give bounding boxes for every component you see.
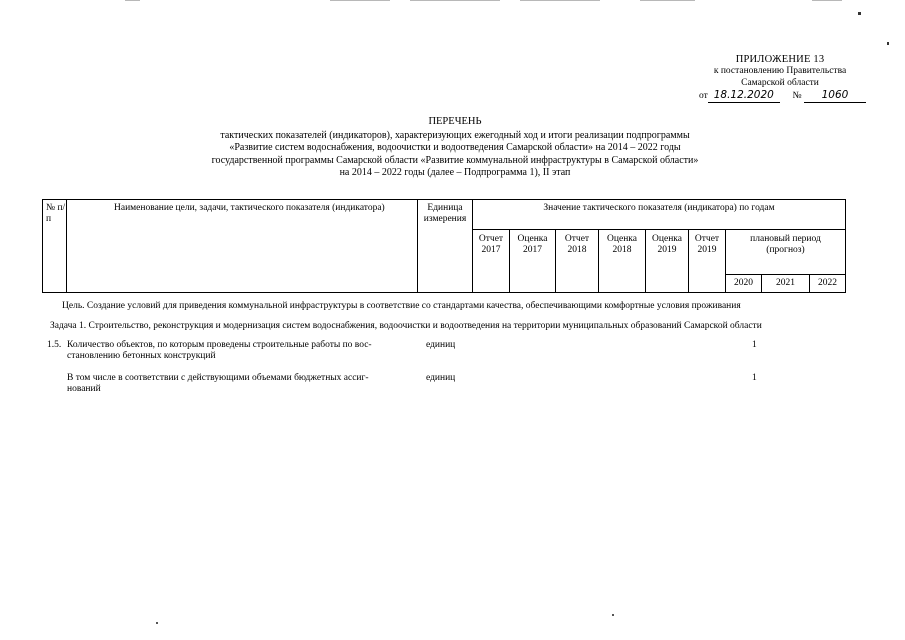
header-num: № п/п xyxy=(43,200,67,293)
scan-dot xyxy=(612,614,614,616)
goal-text: Цель. Создание условий для приведения коммунальной инфраструктуры в соответствие со стандартами качества, обеспечивающими комфортные условия проживания xyxy=(62,301,741,311)
row-value: 1 xyxy=(752,340,757,350)
row-name-line: нований xyxy=(67,384,101,395)
appendix-line: к постановлению Правительства xyxy=(713,65,847,76)
row-name-line: Количество объектов, по которым проведены строительные работы по вос- xyxy=(67,340,372,350)
scan-dot xyxy=(887,42,889,45)
scan-mark xyxy=(520,0,600,1)
header-unit: Единица измерения xyxy=(418,200,473,293)
header-year: Отчет 2019 xyxy=(689,230,726,293)
header-year: Оценка 2018 xyxy=(599,230,646,293)
document-heading xyxy=(120,116,790,180)
scan-mark xyxy=(812,0,842,1)
header-values: Значение тактического показателя (индикатора) по годам xyxy=(473,200,846,230)
heading-line: государственной программы Самарской области «Развитие коммунальной инфраструктуры в Самарской области» xyxy=(211,154,699,166)
scan-mark xyxy=(640,0,695,1)
scan-mark xyxy=(410,0,500,1)
row-value: 1 xyxy=(752,373,757,383)
row-name-line: В том числе в соответствии с действующими объемами бюджетных ассиг- xyxy=(67,373,369,383)
scan-dot xyxy=(858,12,861,15)
appendix-title: ПРИЛОЖЕНИЕ 13 xyxy=(735,54,825,65)
header-year: Оценка 2019 xyxy=(646,230,689,293)
number-prefix: № xyxy=(792,91,802,102)
scan-mark xyxy=(125,0,140,1)
heading-line: «Развитие систем водоснабжения, водоочистки и водоотведения Самарской области» на 2014 – 2022 годы xyxy=(229,142,681,154)
header-plan-year: 2022 xyxy=(810,275,846,293)
appendix-date-line xyxy=(695,90,865,103)
header-year: Оценка 2017 xyxy=(510,230,556,293)
date-value: 18.12.2020 xyxy=(708,90,780,103)
row-unit: единиц xyxy=(426,340,456,350)
appendix-line: Самарской области xyxy=(741,77,819,88)
scan-mark xyxy=(330,0,390,1)
row-unit: единиц xyxy=(426,373,456,383)
date-prefix: от xyxy=(699,91,708,102)
appendix-block xyxy=(695,54,865,103)
scan-dot xyxy=(156,622,158,624)
row-name-line: становлению бетонных конструкций xyxy=(67,351,216,362)
task-text: Задача 1. Строительство, реконструкция и модернизация систем водоснабжения, водоочистки и водоотведения на территории муниципальных образований Самарской области xyxy=(50,321,762,331)
row-name xyxy=(67,340,412,363)
header-plan-year: 2020 xyxy=(726,275,762,293)
header-name: Наименование цели, задачи, тактического показателя (индикатора) xyxy=(67,200,418,293)
header-year: Отчет 2018 xyxy=(556,230,599,293)
row-num: 1.5. xyxy=(47,340,62,350)
header-plan-year: 2021 xyxy=(762,275,810,293)
row-name xyxy=(67,373,412,396)
header-planned: плановый период (прогноз) xyxy=(726,230,846,275)
header-year: Отчет 2017 xyxy=(473,230,510,293)
document-title: ПЕРЕЧЕНЬ xyxy=(428,116,482,127)
number-value: 1060 xyxy=(804,90,866,103)
heading-line: на 2014 – 2022 годы (далее – Подпрограмма 1), II этап xyxy=(339,167,571,179)
heading-line: тактических показателей (индикаторов), характеризующих ежегодный ход и итоги реализации подпрограммы xyxy=(220,129,690,141)
indicator-table-header xyxy=(42,199,846,293)
